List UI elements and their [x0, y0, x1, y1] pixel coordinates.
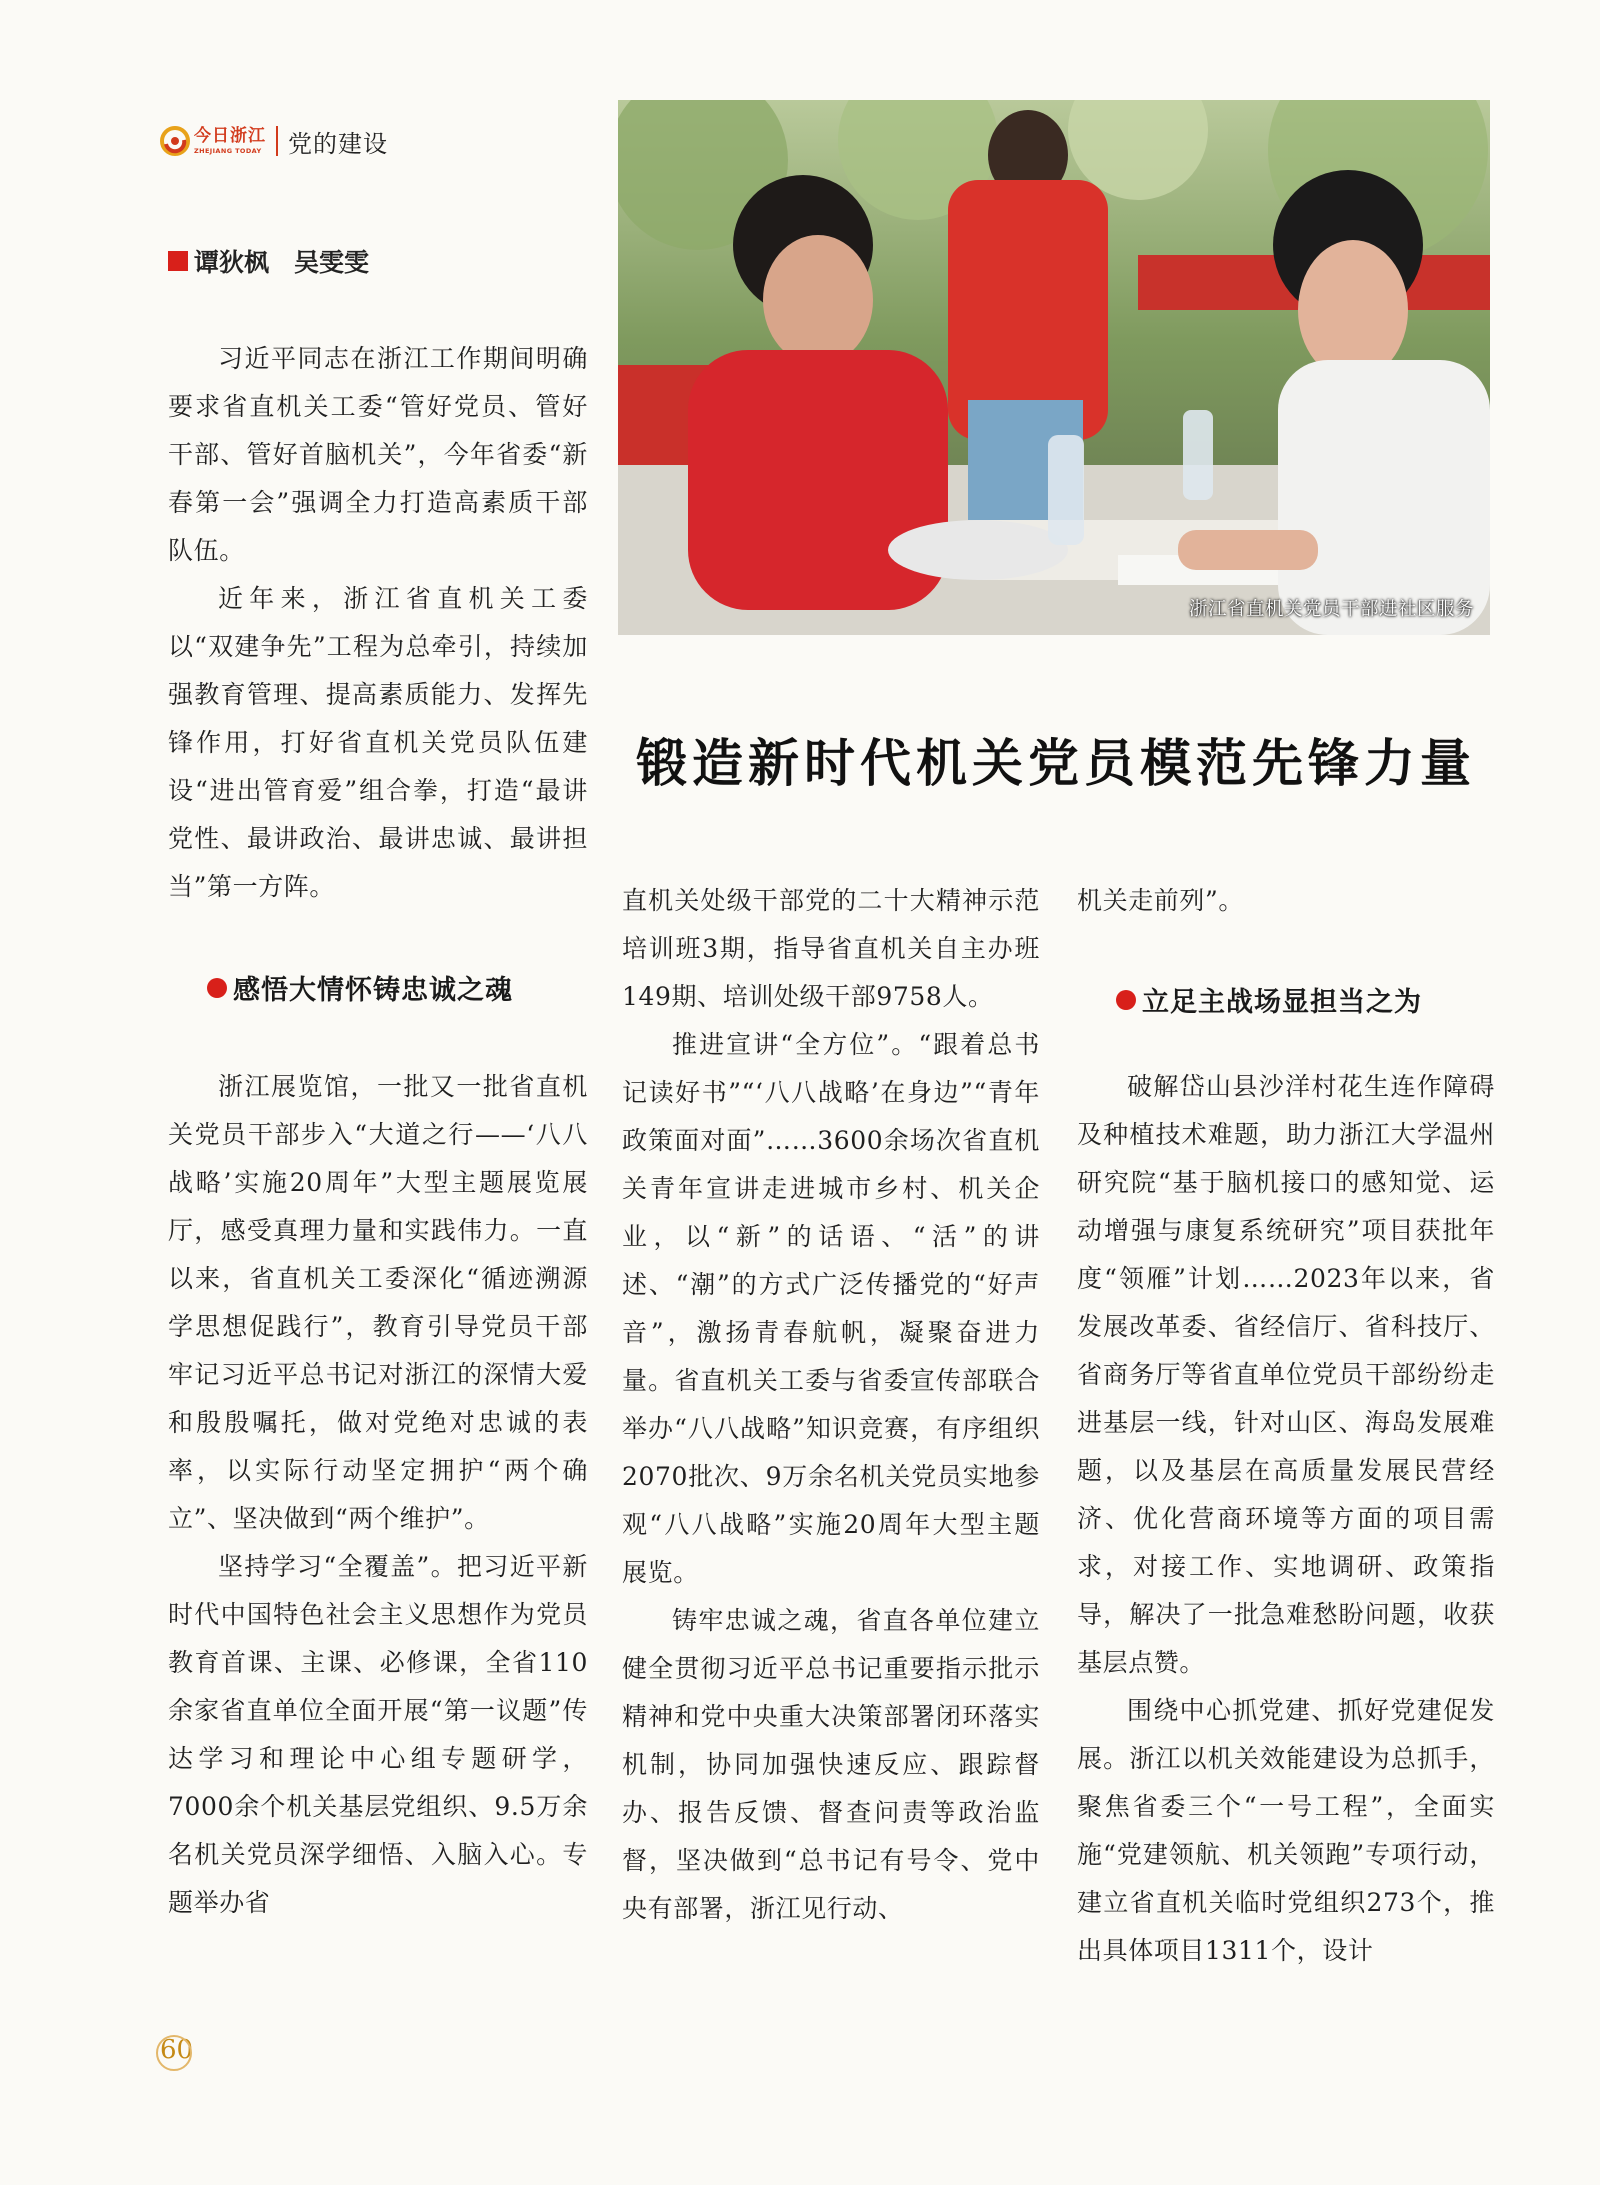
column-2-body [622, 877, 1040, 1933]
photo-illustration [618, 100, 1490, 635]
intro-text [168, 335, 588, 911]
body-paragraph: 坚持学习“全覆盖”。把习近平新时代中国特色社会主义思想作为党员教育首课、主课、必修课，全省110余家省直单位全面开展“第一议题”传达学习和理论中心组专题研学，7000余个机关基层党组织、9.5万余名机关党员深学细悟、入脑入心。专题举办省 [168, 1552, 588, 1917]
body-paragraph: 围绕中心抓党建、抓好党建促发展。浙江以机关效能建设为总抓手，聚焦省委三个“一号工程”，全面实施“党建领航、机关领跑”专项行动，建立省直机关临时党组织273个，推出具体项目1311个，设计 [1077, 1696, 1495, 1965]
column-1-body [168, 1063, 588, 1927]
author-names: 谭狄枫 吴雯雯 [194, 248, 370, 277]
section-name: 党的建设 [288, 129, 388, 158]
page-number-ring [156, 2035, 192, 2071]
red-dot-icon [1116, 990, 1136, 1010]
logo-english-text: ZHEJIANG TODAY [194, 146, 262, 155]
header-divider [276, 126, 278, 156]
column-3-continuation [1077, 877, 1495, 925]
byline [168, 243, 369, 279]
section-heading-text: 立足主战场显担当之为 [1142, 987, 1422, 1018]
red-dot-icon [207, 978, 227, 998]
column-3-body [1077, 1063, 1495, 1975]
magazine-logo [160, 126, 266, 156]
section-heading [1116, 980, 1422, 1019]
section-heading [207, 968, 513, 1007]
body-paragraph-continued: 直机关处级干部党的二十大精神示范培训班3期，指导省直机关自主办班149期、培训处级干部9758人。 [622, 886, 1040, 1011]
intro-paragraph: 习近平同志在浙江工作期间明确要求省直机关工委“管好党员、管好干部、管好首脑机关”，今年省委“新春第一会”强调全力打造高素质干部队伍。 [168, 344, 588, 565]
article-title: 锻造新时代机关党员模范先锋力量 [636, 734, 1477, 794]
intro-paragraph: 近年来，浙江省直机关工委以“双建争先”工程为总牵引，持续加强教育管理、提高素质能力、发挥先锋作用，打好省直机关党员队伍建设“进出管育爱”组合拳，打造“最讲党性、最讲政治、最讲忠诚、最讲担当”第一方阵。 [168, 584, 588, 901]
body-paragraph: 破解岱山县沙洋村花生连作障碍及种植技术难题，助力浙江大学温州研究院“基于脑机接口的感知觉、运动增强与康复系统研究”项目获批年度“领雁”计划……2023年以来，省发展改革委、省经信厅、省科技厅、省商务厅等省直单位党员干部纷纷走进基层一线，针对山区、海岛发展难题，以及基层在高质量发展民营经济、优化营商环境等方面的项目需求，对接工作、实地调研、政策指导，解决了一批急难愁盼问题，收获基层点赞。 [1077, 1072, 1495, 1677]
red-square-icon [168, 251, 188, 271]
section-heading-text: 感悟大情怀铸忠诚之魂 [233, 975, 513, 1006]
page-number-text: 60 [160, 2035, 194, 2065]
logo-swirl-icon [160, 126, 190, 156]
page-header [160, 122, 388, 160]
body-paragraph: 浙江展览馆，一批又一批省直机关党员干部步入“大道之行——‘八八战略’实施20周年”大型主题展览展厅，感受真理力量和实践伟力。一直以来，省直机关工委深化“循迹溯源学思想促践行”，教育引导党员干部牢记习近平总书记对浙江的深情大爱和殷殷嘱托，做对党绝对忠诚的表率，以实际行动坚定拥护“两个确立”、坚决做到“两个维护”。 [168, 1072, 588, 1533]
photo-caption: 浙江省直机关党员干部进社区服务 [1188, 599, 1474, 620]
article-photo [618, 100, 1490, 635]
body-paragraph: 铸牢忠诚之魂，省直各单位建立健全贯彻习近平总书记重要指示批示精神和党中央重大决策部署闭环落实机制，协同加强快速反应、跟踪督办、报告反馈、督查问责等政治监督，坚决做到“总书记有号令、党中央有部署，浙江见行动、 [622, 1606, 1040, 1923]
logo-chinese-text: 今日浙江 [194, 125, 266, 146]
page-number [160, 2035, 193, 2065]
body-paragraph: 推进宣讲“全方位”。“跟着总书记读好书”“‘八八战略’在身边”“青年政策面对面”……3600余场次省直机关青年宣讲走进城市乡村、机关企业，以“新”的话语、“活”的讲述、“潮”的方式广泛传播党的“好声音”，激扬青春航帆，凝聚奋进力量。省直机关工委与省委宣传部联合举办“八八战略”知识竞赛，有序组织2070批次、9万余名机关党员实地参观“八八战略”实施20周年大型主题展览。 [622, 1030, 1040, 1587]
body-paragraph-continued: 机关走前列”。 [1077, 886, 1244, 915]
